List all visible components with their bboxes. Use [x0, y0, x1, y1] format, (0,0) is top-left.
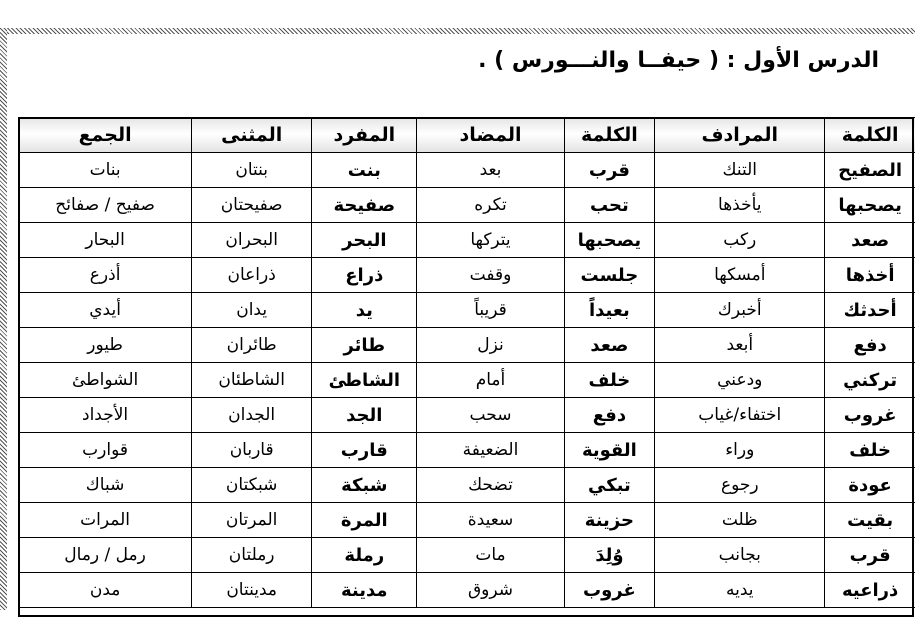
cell-word: الصفيح	[825, 153, 915, 188]
cell-antonym: شروق	[417, 573, 564, 608]
cell-synonym: ودعني	[655, 363, 825, 398]
table-row	[19, 503, 915, 538]
cell-synonym: يأخذها	[655, 188, 825, 223]
cell-word-2: غروب	[564, 573, 655, 608]
cell-singular: يد	[312, 293, 417, 328]
cell-word: أحدثك	[825, 293, 915, 328]
table-row	[19, 398, 915, 433]
cell-synonym: ظلت	[655, 503, 825, 538]
cell-plural: بنات	[19, 153, 192, 188]
cell-plural: صفيح / صفائح	[19, 188, 192, 223]
cell-dual: يدان	[192, 293, 312, 328]
cell-word: يصحبها	[825, 188, 915, 223]
table-row	[19, 153, 915, 188]
table-row	[19, 188, 915, 223]
header-synonym: المرادف	[655, 118, 825, 153]
cell-antonym: تكره	[417, 188, 564, 223]
table-row	[19, 538, 915, 573]
cell-synonym: يديه	[655, 573, 825, 608]
header-singular: المفرد	[312, 118, 417, 153]
table-body	[19, 153, 915, 608]
cell-plural: المرات	[19, 503, 192, 538]
table-row	[19, 328, 915, 363]
decorative-border-left	[0, 28, 7, 610]
cell-antonym: سعيدة	[417, 503, 564, 538]
header-word: الكلمة	[825, 118, 915, 153]
cell-synonym: اختفاء/غياب	[655, 398, 825, 433]
cell-dual: الجدان	[192, 398, 312, 433]
cell-antonym: تضحك	[417, 468, 564, 503]
cell-singular: طائر	[312, 328, 417, 363]
cell-synonym: بجانب	[655, 538, 825, 573]
cell-dual: شبكتان	[192, 468, 312, 503]
cell-word: ذراعيه	[825, 573, 915, 608]
cell-word-2: بعيداً	[564, 293, 655, 328]
cell-word-2: تحب	[564, 188, 655, 223]
cell-word-2: وُلِدَ	[564, 538, 655, 573]
cell-singular: بنت	[312, 153, 417, 188]
cell-word: قرب	[825, 538, 915, 573]
cell-word: خلف	[825, 433, 915, 468]
cell-synonym: التنك	[655, 153, 825, 188]
table-row	[19, 258, 915, 293]
cell-word: دفع	[825, 328, 915, 363]
cell-antonym: قريباً	[417, 293, 564, 328]
cell-singular: المرة	[312, 503, 417, 538]
cell-singular: مدينة	[312, 573, 417, 608]
cell-dual: صفيحتان	[192, 188, 312, 223]
cell-plural: مدن	[19, 573, 192, 608]
cell-synonym: أمسكها	[655, 258, 825, 293]
cell-singular: قارب	[312, 433, 417, 468]
cell-synonym: وراء	[655, 433, 825, 468]
cell-synonym: أبعد	[655, 328, 825, 363]
cell-dual: البحران	[192, 223, 312, 258]
cell-dual: الشاطئان	[192, 363, 312, 398]
cell-dual: ذراعان	[192, 258, 312, 293]
cell-word: بقيت	[825, 503, 915, 538]
cell-plural: الشواطئ	[19, 363, 192, 398]
cell-word-2: يصحبها	[564, 223, 655, 258]
cell-plural: البحار	[19, 223, 192, 258]
cell-plural: أذرع	[19, 258, 192, 293]
cell-singular: صفيحة	[312, 188, 417, 223]
vocabulary-table	[18, 117, 915, 608]
header-antonym: المضاد	[417, 118, 564, 153]
cell-singular: ذراع	[312, 258, 417, 293]
header-plural: الجمع	[19, 118, 192, 153]
header-dual: المثنى	[192, 118, 312, 153]
cell-word-2: خلف	[564, 363, 655, 398]
cell-word: غروب	[825, 398, 915, 433]
cell-antonym: مات	[417, 538, 564, 573]
cell-singular: البحر	[312, 223, 417, 258]
cell-word: أخذها	[825, 258, 915, 293]
cell-singular: الجد	[312, 398, 417, 433]
cell-antonym: وقفت	[417, 258, 564, 293]
cell-word: عودة	[825, 468, 915, 503]
cell-plural: رمل / رمال	[19, 538, 192, 573]
cell-word-2: دفع	[564, 398, 655, 433]
table-row	[19, 433, 915, 468]
table-row	[19, 293, 915, 328]
cell-synonym: أخبرك	[655, 293, 825, 328]
cell-word-2: صعد	[564, 328, 655, 363]
decorative-border-top	[0, 28, 915, 34]
cell-dual: رملتان	[192, 538, 312, 573]
cell-plural: قوارب	[19, 433, 192, 468]
cell-word-2: تبكي	[564, 468, 655, 503]
table-row	[19, 363, 915, 398]
cell-antonym: سحب	[417, 398, 564, 433]
cell-antonym: بعد	[417, 153, 564, 188]
cell-word-2: قرب	[564, 153, 655, 188]
cell-antonym: الضعيفة	[417, 433, 564, 468]
cell-singular: الشاطئ	[312, 363, 417, 398]
cell-plural: شباك	[19, 468, 192, 503]
cell-plural: أيدي	[19, 293, 192, 328]
cell-synonym: ركب	[655, 223, 825, 258]
cell-antonym: يتركها	[417, 223, 564, 258]
cell-dual: مدينتان	[192, 573, 312, 608]
cell-synonym: رجوع	[655, 468, 825, 503]
cell-singular: شبكة	[312, 468, 417, 503]
cell-dual: المرتان	[192, 503, 312, 538]
cell-antonym: أمام	[417, 363, 564, 398]
cell-singular: رملة	[312, 538, 417, 573]
table-header-row	[19, 118, 915, 153]
cell-word-2: حزينة	[564, 503, 655, 538]
cell-word-2: القوية	[564, 433, 655, 468]
table-row	[19, 573, 915, 608]
lesson-title: الدرس الأول : ( حيفــا والنـــورس ) .	[478, 48, 879, 73]
table-row	[19, 468, 915, 503]
cell-word-2: جلست	[564, 258, 655, 293]
cell-plural: الأجداد	[19, 398, 192, 433]
cell-dual: قاربان	[192, 433, 312, 468]
cell-dual: طائران	[192, 328, 312, 363]
cell-antonym: نزل	[417, 328, 564, 363]
header-word-2: الكلمة	[564, 118, 655, 153]
table-row	[19, 223, 915, 258]
cell-word: تركني	[825, 363, 915, 398]
cell-plural: طيور	[19, 328, 192, 363]
cell-word: صعد	[825, 223, 915, 258]
cell-dual: بنتان	[192, 153, 312, 188]
